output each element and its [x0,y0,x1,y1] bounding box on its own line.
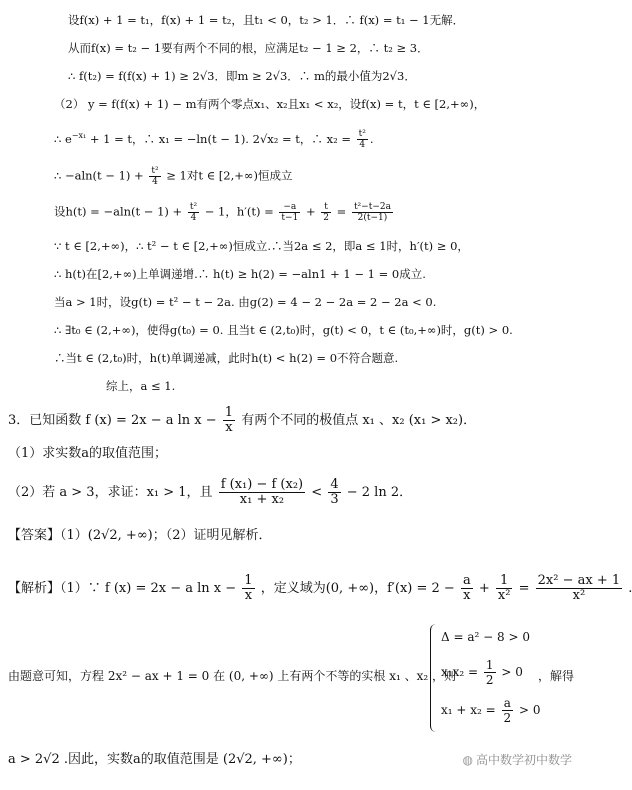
fraction-numerator: t²−t−2a [353,202,391,212]
fraction-denominator: x [244,588,253,603]
fraction [484,658,496,687]
text-line: （2） y = f(f(x) + 1) − m有两个零点x₁、x₂且x₁ < x₂，设f(x) = t，t ∈ [2,+∞)， [54,97,486,111]
solution-line [8,574,632,603]
text-line: 从而f(x) = t₂ − 1要有两个不同的根，应满足t₂ − 1 ≥ 2，∴ t₂ ≥ 3． [68,41,429,55]
text-fragment: 有两个不同的极值点 x₁ 、x₂ (x₁ > x₂)． [241,413,477,428]
text-line: 综上，a ≤ 1. [106,379,176,393]
fraction-numerator: f (x₁) − f (x₂) [220,477,304,492]
fraction-denominator: t−1 [281,213,299,223]
text-line [54,166,292,187]
question-3-part-1: （1）求实数a的取值范围； [8,446,168,461]
text-fragment: + [305,204,316,219]
fraction-numerator: t² [358,129,366,140]
fraction-numerator: a [502,696,514,711]
watermark [463,751,573,768]
equation-system [430,624,544,732]
fraction [461,574,473,603]
fraction-numerator: 1 [244,573,253,588]
text-line: 当a > 1时，设g(t) = t² − t − 2a. 由g(2) = 4 − 2 − 2a = 2 − 2a < 0. [54,295,437,309]
fraction-denominator: x [225,420,233,435]
wechat-icon: ◍ [462,753,473,767]
text-fragment: > 0 [519,703,541,717]
text-line: ∴ ∃t₀ ∈ (2,+∞)，使得g(t₀) = 0. 且当t ∈ (2,t₀)时，g(t) < 0，t ∈ (t₀,+∞)时，g(t) > 0. [54,323,513,337]
fraction-denominator: 4 [190,213,197,223]
fraction [352,202,393,223]
fraction-denominator: x₁ + x₂ [239,492,285,507]
fraction [242,574,254,603]
text-line: 设f(x) + 1 = t₁，f(x) + 1 = t₂，且t₁ < 0，t₂ > 1．∴ f(x) = t₁ − 1无解． [68,13,465,27]
fraction-denominator: x² [497,588,511,603]
fraction [188,202,199,223]
text-line: ∴ f(t₂) = f(f(x) + 1) ≥ 2√3．即m ≥ 2√3．∴ m的最小值为2√3． [68,69,416,83]
text-fragment: ∴ −aln(t − 1) + [54,168,144,183]
text-fragment: . [628,581,632,596]
fraction-denominator: x² [572,588,586,603]
superscript: −x₁ [71,131,87,140]
fraction-denominator: 2 [503,711,512,725]
text-line: ∴ h(t)在[2,+∞)上单调递增.∴ h(t) ≥ h(2) = −aln1 + 1 − 1 = 0成立. [54,267,426,281]
fraction-denominator: 2 [485,673,494,687]
text-fragment: x₁x₂ = [441,665,479,679]
fraction [502,696,514,725]
system-row: Δ = a² − 8 > 0 [441,630,530,644]
fraction-numerator: t [321,202,331,213]
text-line: ∵ t ∈ [2,+∞)，∴ t² − t ∈ [2,+∞)恒成立.∴当2a ≤ 2，即a ≤ 1时，h′(t) ≥ 0， [54,239,469,253]
fraction [321,202,331,223]
text-fragment: （2）若 a > 3，求证：x₁ > 1，且 [8,485,213,500]
text-line [54,202,395,223]
fraction [328,478,340,507]
system-row [441,696,541,725]
fraction-denominator: 2(t−1) [357,213,388,223]
text-fragment: > 0 [501,665,523,679]
text-fragment: 设h(t) = −aln(t − 1) + [54,204,183,219]
question-3-part-2 [8,478,412,507]
fraction-numerator: t² [151,166,159,176]
text-fragment: . [369,131,374,146]
solution-line: 由题意可知，方程 2x² − ax + 1 = 0 在 (0, +∞) 上有两个不等的实根 x₁ 、x₂ ，则 [8,669,456,683]
system-row [441,658,523,687]
text-line: ∴当t ∈ (2,t₀)时，h(t)单调递减，此时h(t) < h(2) = 0不符合题意. [54,351,399,365]
fraction-numerator: t² [189,202,198,212]
fraction-denominator: 4 [152,177,158,187]
fraction [536,574,622,603]
text-fragment: 【解析】（1）∵ f (x) = 2x − a ln x − [8,581,237,596]
fraction-denominator: 3 [330,492,339,507]
fraction-numerator: 4 [330,477,339,492]
fraction-numerator: 1 [224,405,234,420]
solution-line: ，解得 [538,669,575,683]
fraction [149,166,160,187]
text-fragment: ≥ 1对t ∈ [2,+∞)恒成立 [166,168,293,183]
text-fragment: 3．已知函数 f (x) = 2x − a ln x − [8,413,217,428]
text-fragment: + [478,581,490,596]
watermark-text: 高中数学初中数学 [475,753,572,767]
text-fragment: − 2 ln 2． [346,485,413,500]
text-fragment: − 1，h′(t) = [204,204,274,219]
solution-line: a > 2√2 .因此，实数a的取值范围是 (2√2, +∞)； [8,752,301,767]
fraction-numerator: a [462,573,471,588]
fraction [223,406,235,435]
fraction [219,478,305,507]
fraction-denominator: 2 [323,213,329,223]
fraction-denominator: 4 [359,140,366,151]
fraction-numerator: 1 [496,574,513,589]
fraction-numerator: 1 [485,658,494,672]
text-fragment: = [518,581,530,596]
fraction [279,202,300,223]
text-fragment: = [336,204,347,219]
text-fragment: ，定义域为(0, +∞)，f′(x) = 2 − [260,581,455,596]
fraction-denominator: x [463,588,471,603]
text-fragment: < [311,485,323,500]
text-fragment: x₁ + x₂ = [441,703,496,717]
answer-line: 【答案】（1）(2√2, +∞)；（2）证明见解析． [8,528,272,543]
text-fragment: + 1 = t，∴ x₁ = −ln(t − 1). 2√x₂ = t，∴ x₂ = [86,131,351,146]
fraction [357,129,368,150]
question-3-stem [8,406,476,435]
fraction-numerator: −a [279,202,300,213]
fraction-numerator: 2x² − ax + 1 [537,573,621,588]
fraction [496,574,513,603]
text-fragment: ∴ e [54,131,72,146]
text-line [54,128,374,150]
